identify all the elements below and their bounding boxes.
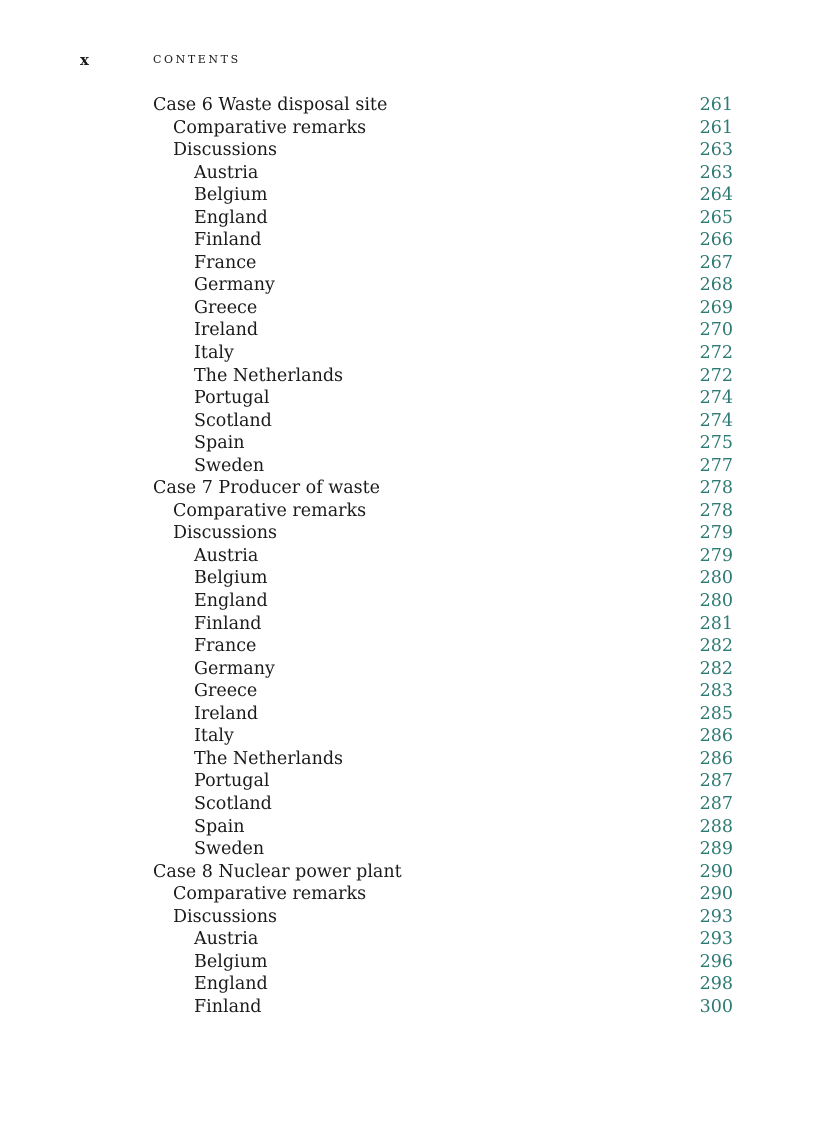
page-number: x: [80, 51, 89, 69]
toc-entry-label: The Netherlands: [194, 365, 344, 386]
toc-entry-label: France: [194, 636, 257, 657]
toc-subsection-entry[interactable]: [153, 252, 733, 275]
toc-entry-label: Austria: [194, 162, 259, 183]
toc-entry-label: England: [194, 591, 268, 612]
toc-entry-page-number: 266: [699, 230, 733, 251]
toc-subsection-entry[interactable]: [153, 748, 733, 771]
toc-entry-page-number: 264: [699, 185, 733, 206]
toc-subsection-entry[interactable]: [153, 229, 733, 252]
toc-entry-page-number: 281: [699, 613, 733, 634]
toc-entry-label: Discussions: [173, 523, 278, 544]
toc-section-entry[interactable]: [153, 117, 733, 140]
toc-subsection-entry[interactable]: [153, 319, 733, 342]
toc-subsection-entry[interactable]: [153, 162, 733, 185]
toc-entry-page-number: 290: [699, 884, 733, 905]
toc-entry-page-number: 283: [699, 681, 733, 702]
toc-entry-page-number: 261: [699, 117, 733, 138]
toc-entry-label: The Netherlands: [194, 748, 344, 769]
toc-entry-page-number: 274: [699, 388, 733, 409]
toc-entry-page-number: 278: [699, 500, 733, 521]
toc-entry-label: Belgium: [194, 568, 268, 589]
toc-entry-label: Scotland: [194, 410, 272, 431]
toc-entry-label: Germany: [194, 658, 275, 679]
toc-entry-label: Portugal: [194, 388, 270, 409]
toc-subsection-entry[interactable]: [153, 342, 733, 365]
toc-subsection-entry[interactable]: [153, 590, 733, 613]
toc-entry-page-number: 288: [699, 816, 733, 837]
toc-subsection-entry[interactable]: [153, 928, 733, 951]
toc-entry-label: Spain: [194, 433, 245, 454]
toc-entry-page-number: 267: [699, 252, 733, 273]
toc-entry-label: Comparative remarks: [173, 884, 367, 905]
toc-subsection-entry[interactable]: [153, 973, 733, 996]
toc-subsection-entry[interactable]: [153, 770, 733, 793]
toc-subsection-entry[interactable]: [153, 635, 733, 658]
toc-entry-page-number: 287: [699, 771, 733, 792]
toc-entry-label: Comparative remarks: [173, 500, 367, 521]
toc-section-entry[interactable]: [153, 883, 733, 906]
toc-entry-label: Greece: [194, 297, 258, 318]
toc-entry-label: Italy: [194, 726, 234, 747]
toc-entry-label: Case 7 Producer of waste: [153, 478, 381, 499]
toc-entry-label: England: [194, 974, 268, 995]
toc-subsection-entry[interactable]: [153, 725, 733, 748]
toc-entry-page-number: 280: [699, 568, 733, 589]
toc-entry-page-number: 277: [699, 455, 733, 476]
toc-entry-label: Case 8 Nuclear power plant: [153, 861, 402, 882]
toc-entry-label: Portugal: [194, 771, 270, 792]
toc-entry-page-number: 300: [699, 996, 733, 1017]
toc-subsection-entry[interactable]: [153, 613, 733, 636]
toc-subsection-entry[interactable]: [153, 703, 733, 726]
toc-chapter-entry[interactable]: [153, 861, 733, 884]
toc-entry-label: Austria: [194, 929, 259, 950]
toc-entry-page-number: 265: [699, 207, 733, 228]
toc-entry-label: Germany: [194, 275, 275, 296]
toc-subsection-entry[interactable]: [153, 455, 733, 478]
toc-entry-page-number: 263: [699, 162, 733, 183]
toc-entry-page-number: 270: [699, 320, 733, 341]
toc-entry-page-number: 286: [699, 726, 733, 747]
toc-entry-page-number: 279: [699, 523, 733, 544]
toc-subsection-entry[interactable]: [153, 816, 733, 839]
toc-subsection-entry[interactable]: [153, 951, 733, 974]
toc-subsection-entry[interactable]: [153, 680, 733, 703]
toc-entry-label: Finland: [194, 996, 262, 1017]
toc-entry-label: Comparative remarks: [173, 117, 367, 138]
toc-section-entry[interactable]: [153, 522, 733, 545]
toc-entry-label: England: [194, 207, 268, 228]
toc-subsection-entry[interactable]: [153, 387, 733, 410]
toc-entry-page-number: 280: [699, 591, 733, 612]
toc-entry-label: Finland: [194, 613, 262, 634]
toc-entry-label: Italy: [194, 343, 234, 364]
toc-entry-page-number: 274: [699, 410, 733, 431]
running-title: CONTENTS: [153, 53, 241, 66]
toc-section-entry[interactable]: [153, 906, 733, 929]
toc-section-entry[interactable]: [153, 500, 733, 523]
toc-entry-page-number: 286: [699, 748, 733, 769]
toc-entry-page-number: 296: [699, 951, 733, 972]
toc-entry-page-number: 278: [699, 478, 733, 499]
toc-entry-label: Sweden: [194, 455, 265, 476]
toc-subsection-entry[interactable]: [153, 297, 733, 320]
running-head: [80, 50, 380, 70]
toc-entry-label: Greece: [194, 681, 258, 702]
toc-entry-page-number: 269: [699, 297, 733, 318]
toc-subsection-entry[interactable]: [153, 567, 733, 590]
toc-entry-page-number: 282: [699, 658, 733, 679]
toc-entry-page-number: 285: [699, 703, 733, 724]
toc-entry-label: Scotland: [194, 793, 272, 814]
toc-entry-page-number: 298: [699, 974, 733, 995]
toc-subsection-entry[interactable]: [153, 410, 733, 433]
toc-entry-label: Belgium: [194, 951, 268, 972]
toc-entry-label: Austria: [194, 545, 259, 566]
toc-entry-page-number: 289: [699, 839, 733, 860]
toc-entry-page-number: 287: [699, 793, 733, 814]
toc-subsection-entry[interactable]: [153, 365, 733, 388]
toc-entry-page-number: 293: [699, 906, 733, 927]
toc-entry-page-number: 261: [699, 95, 733, 115]
toc-entry-label: Spain: [194, 816, 245, 837]
toc-subsection-entry[interactable]: [153, 207, 733, 230]
toc-entry-page-number: 275: [699, 433, 733, 454]
toc-entry-label: Discussions: [173, 906, 278, 927]
toc-entry-page-number: 290: [699, 861, 733, 882]
toc-entry-page-number: 272: [699, 365, 733, 386]
toc-entry-label: Sweden: [194, 839, 265, 860]
toc-entry-label: France: [194, 252, 257, 273]
toc-entry-label: Belgium: [194, 185, 268, 206]
toc-section-entry[interactable]: [153, 139, 733, 162]
toc-entry-page-number: 272: [699, 343, 733, 364]
toc-entry-page-number: 263: [699, 140, 733, 161]
toc-subsection-entry[interactable]: [153, 838, 733, 861]
toc-entry-label: Case 6 Waste disposal site: [153, 95, 388, 115]
toc-entry-page-number: 268: [699, 275, 733, 296]
toc-entry-page-number: 282: [699, 636, 733, 657]
table-of-contents: [153, 94, 733, 1018]
toc-entry-label: Ireland: [194, 703, 259, 724]
toc-subsection-entry[interactable]: [153, 274, 733, 297]
toc-subsection-entry[interactable]: [153, 658, 733, 681]
toc-entry-label: Discussions: [173, 140, 278, 161]
toc-chapter-entry[interactable]: [153, 477, 733, 500]
toc-subsection-entry[interactable]: [153, 545, 733, 568]
toc-subsection-entry[interactable]: [153, 793, 733, 816]
toc-entry-label: Ireland: [194, 320, 259, 341]
toc-entry-page-number: 293: [699, 929, 733, 950]
toc-entry-label: Finland: [194, 230, 262, 251]
toc-subsection-entry[interactable]: [153, 184, 733, 207]
toc-subsection-entry[interactable]: [153, 996, 733, 1019]
toc-chapter-entry[interactable]: [153, 94, 733, 117]
toc-subsection-entry[interactable]: [153, 432, 733, 455]
toc-entry-page-number: 279: [699, 545, 733, 566]
